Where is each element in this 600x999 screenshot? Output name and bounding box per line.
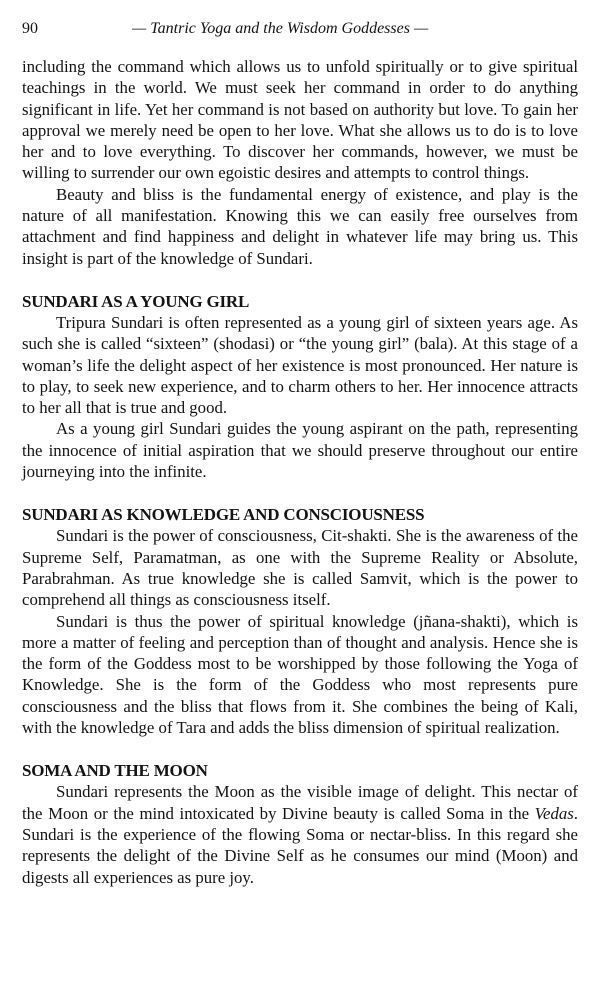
section-heading: SUNDARI AS A YOUNG GIRL: [22, 291, 250, 311]
book-page: [22, 20, 578, 888]
italic-title: Vedas: [534, 803, 574, 823]
page-body: [22, 56, 578, 888]
paragraph: [22, 781, 578, 887]
paragraph: including the command which allows us to unfold spiritually or to give spiritual teachings in the world. We must seek her command in order to do anything significant in life. Yet her command is not based on authority but love. To gain her approval we merely need be open to her love. What she allows us to do is to love her and to love everything. To discover her commands, however, we must be willing to surrender our own egoistic desires and attempts to control things.: [22, 57, 578, 183]
section-heading: SOMA AND THE MOON: [22, 761, 208, 781]
paragraph: Tripura Sundari is often represented as a young girl of sixteen years age. As such she is called “sixteen” (shodasi) or “the young girl” (bala). At this stage of a woman’s life the delight aspect of her existence is most pronounced. Her nature is to play, to seek new experience, and to charm others to her. Her innocence attracts to her all that is true and good.: [22, 312, 578, 418]
paragraph-text: Sundari represents the Moon as the visible image of delight. This nectar of the Moon or the mind intoxicated by Divine beauty is called Soma in the: [22, 782, 578, 823]
paragraph: Sundari is thus the power of spiritual knowledge (jñana-shakti), which is more a matter of feeling and perception than of thought and analysis. Hence she is the form of the Goddess most to be worshipped by those following the Yoga of Knowledge. She is the form of the Goddess who most represents pure consciousness and the bliss that flows from it. She combines the being of Kali, with the knowledge of Tara and adds the bliss dimension of spiritual realization.: [22, 611, 578, 738]
paragraph: As a young girl Sundari guides the young aspirant on the path, representing the innocence of initial aspiration that we should preserve throughout our entire journeying into the infinite.: [22, 419, 578, 482]
page-number: 90: [22, 20, 38, 37]
paragraph: Sundari is the power of consciousness, Cit-shakti. She is the awareness of the Supreme Self, Paramatman, as one with the Supreme Reality or Absolute, Parabrahman. As true knowledge she is called Samvit, which is the power to comprehend all things as consciousness itself.: [22, 526, 578, 610]
paragraph-text: . Sundari is the experience of the flowing Soma or nectar-bliss. In this regard she represents the delight of the Divine Self as he consumes our mind (Moon) and digests all experiences as pure joy.: [22, 803, 578, 887]
paragraph: Beauty and bliss is the fundamental energy of existence, and play is the nature of all manifestation. Knowing this we can easily free ourselves from attachment and find happiness and delight in whatever life may bring us. This insight is part of the knowledge of Sundari.: [22, 184, 578, 268]
page-header: [22, 20, 578, 46]
section-heading: SUNDARI AS KNOWLEDGE AND CONSCIOUSNESS: [22, 505, 425, 525]
running-head: — Tantric Yoga and the Wisdom Goddesses —: [132, 20, 429, 37]
